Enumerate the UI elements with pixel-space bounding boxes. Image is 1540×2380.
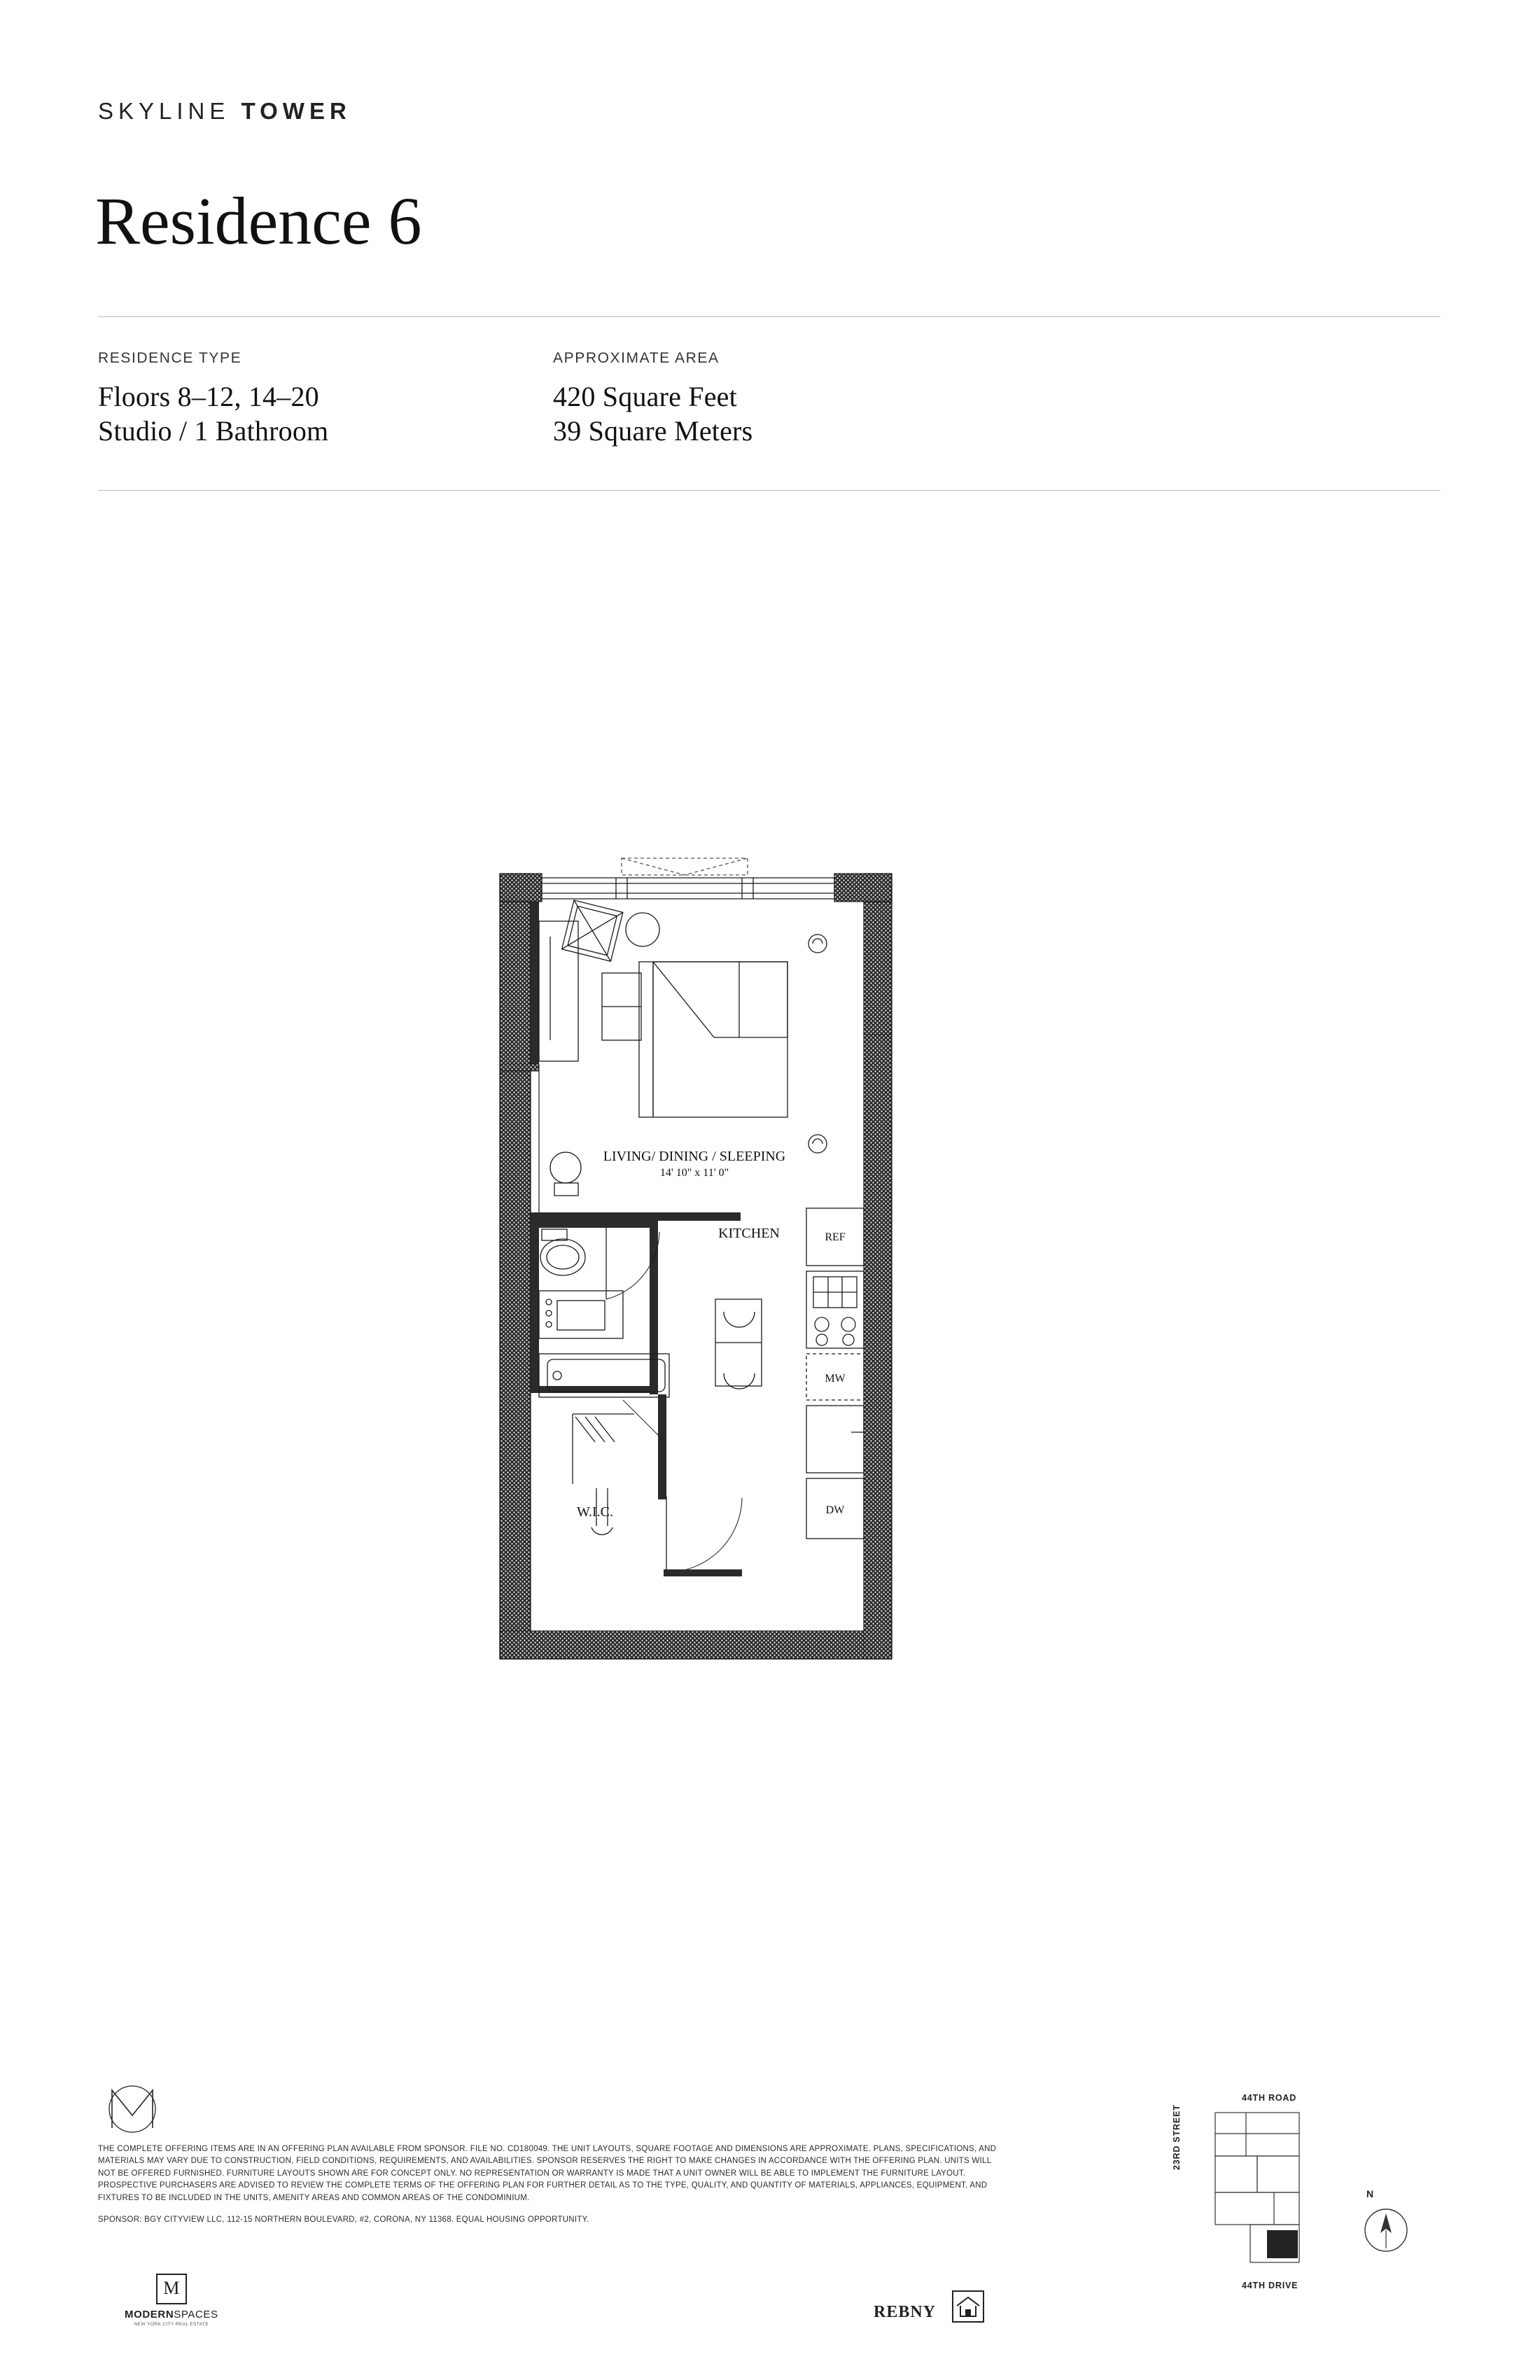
rebny-label: REBNY — [874, 2303, 937, 2321]
room-label-wic: W.I.C. — [576, 1504, 614, 1520]
floor-plan-drawing — [490, 854, 1022, 1729]
broker-name — [125, 2309, 218, 2320]
broker-logo — [125, 2274, 218, 2327]
equal-housing-opportunity-icon — [952, 2290, 984, 2323]
divider-top — [98, 316, 1441, 317]
broker-name-light: SPACES — [174, 2309, 218, 2320]
appliance-label-dw: DW — [825, 1504, 845, 1516]
residence-type-label: RESIDENCE TYPE — [98, 350, 242, 366]
approximate-area-label: APPROXIMATE AREA — [553, 350, 720, 366]
brand-part-2: TOWER — [241, 98, 351, 124]
legal-paragraph-2: SPONSOR: BGY CITYVIEW LLC, 112-15 NORTHERN BOULEVARD, #2, CORONA, NY 11368. EQUAL HOUSING OPPORTUNITY. — [98, 2216, 589, 2225]
legal-paragraph-1: THE COMPLETE OFFERING ITEMS ARE IN AN OFFERING PLAN AVAILABLE FROM SPONSOR. FILE NO. CD180049. THE UNIT LAYOUTS, SQUARE FOOTAGE AND DIMENSIONS ARE APPROXIMATE. PLANS, SPECIFICATIONS, AND MATERIALS MAY VARY DUE TO CONSTRUCTION, FIELD CONDITIONS, REQUIREMENTS, AND AVAILABILITIES. SPONSOR RESERVES THE RIGHT TO MAKE CHANGES IN ACCORDANCE WITH THE OFFERING PLAN. UNITS WILL NOT BE OFFERED FURNISHED. FURNITURE LAYOUTS SHOWN ARE FOR CONCEPT ONLY. NO REPRESENTATION OR WARRANTY IS MADE THAT A UNIT OWNER WILL BE ABLE TO IMPLEMENT THE FURNITURE LAYOUT. PROSPECTIVE PURCHASERS ARE ADVISED TO REVIEW THE COMPLETE TERMS OF THE OFFERING PLAN FOR FURTHER DETAIL AS TO THE TYPE, QUALITY, AND QUANTITY OF MATERIALS, APPLIANCES, EQUIPMENT, AND FIXTURES TO BE INCLUDED IN THE UNITS, AMENITY AREAS AND COMMON AREAS OF THE CONDOMINIUM. — [98, 2145, 997, 2202]
area-square-meters: 39 Square Meters — [553, 415, 753, 447]
keymap-north-label: N — [1366, 2188, 1374, 2199]
keymap-street-west: 23RD STREET — [1172, 2104, 1182, 2170]
broker-mark-icon: M — [156, 2274, 187, 2304]
area-square-feet: 420 Square Feet — [553, 381, 737, 412]
keymap-street-north: 44TH ROAD — [1242, 2093, 1297, 2103]
residence-type-block — [98, 350, 328, 448]
appliance-label-mw: MW — [825, 1373, 846, 1385]
divider-bottom — [98, 490, 1441, 491]
brand-wordmark — [98, 98, 351, 125]
room-label-living: LIVING/ DINING / SLEEPING — [603, 1149, 786, 1164]
legal-disclaimer — [98, 2143, 1001, 2227]
page-title: Residence 6 — [95, 183, 422, 258]
residence-type-floors: Floors 8–12, 14–20 — [98, 381, 319, 412]
approximate-area-block — [553, 350, 752, 448]
appliance-label-ref: REF — [825, 1231, 846, 1243]
brand-part-1: SKYLINE — [98, 98, 230, 124]
broker-name-bold: MODERN — [125, 2309, 174, 2320]
developer-monogram-icon — [102, 2079, 162, 2139]
room-label-kitchen: KITCHEN — [718, 1226, 780, 1241]
room-dims-living: 14' 10" x 11' 0" — [659, 1167, 729, 1179]
residence-type-config: Studio / 1 Bathroom — [98, 415, 329, 447]
keymap-street-south: 44TH DRIVE — [1242, 2281, 1298, 2290]
site-key-map — [1172, 2093, 1442, 2303]
broker-subtitle: NEW YORK CITY REAL ESTATE — [134, 2322, 209, 2327]
